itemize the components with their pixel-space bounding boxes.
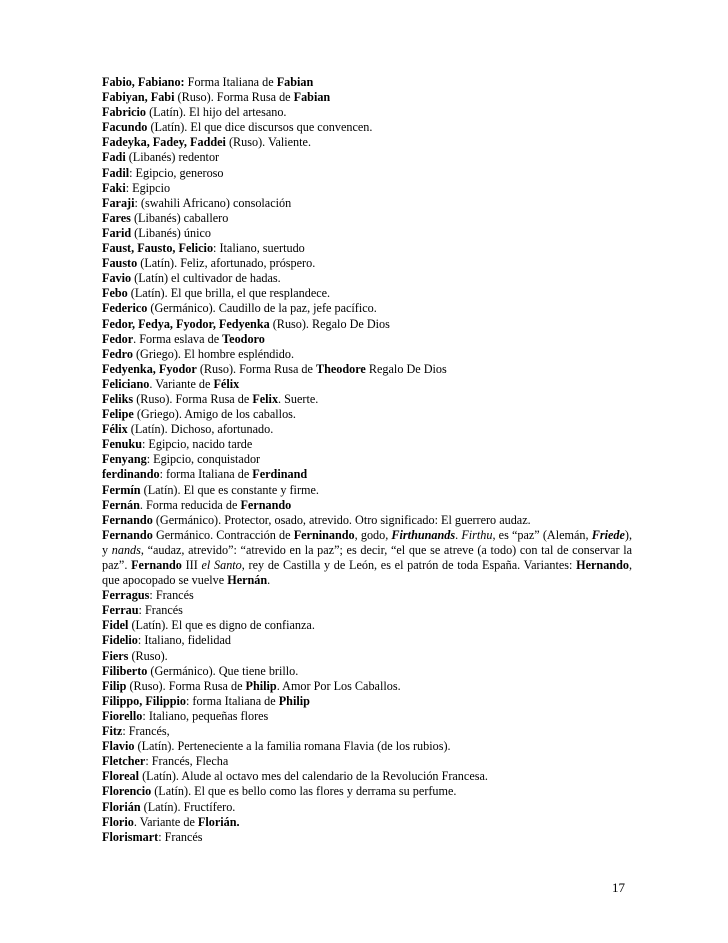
entry-name-term: Fiorello (102, 708, 143, 723)
entry-description: (Libanés) redentor (125, 150, 220, 165)
name-entry (102, 754, 632, 769)
entry-name-term: Fedro (102, 346, 133, 361)
entry-name-term: Felix (252, 391, 279, 406)
name-entry (102, 181, 632, 196)
entry-name-term: Farid (102, 225, 132, 240)
name-entry (102, 452, 632, 467)
entry-name-term: Faki (102, 180, 126, 195)
entry-name-term: Fletcher (102, 754, 146, 769)
entry-description: : Francés, (122, 724, 170, 739)
entry-name-term: Fausto (102, 256, 138, 271)
entry-name-term: Fernando (240, 497, 292, 512)
name-entry (102, 588, 632, 603)
entry-name-term: Feliciano (102, 376, 150, 391)
name-entry (102, 120, 632, 135)
entry-description: (Ruso). Regalo De Dios (269, 316, 390, 331)
entry-name-term: Fadeyka, Fadey, Faddei (102, 135, 226, 150)
entry-name-term: Teodoro (222, 331, 265, 346)
entry-name-term: Fenuku (102, 437, 142, 452)
name-entry (102, 166, 632, 181)
entry-name-term: Fares (102, 210, 131, 225)
entry-name-term: Hernán (227, 573, 268, 588)
name-entry (102, 784, 632, 799)
entry-description: Forma Italiana de (184, 75, 277, 89)
entry-name-term: Félix (102, 422, 128, 437)
entry-name-term: Fadi (102, 150, 126, 165)
name-entry (102, 332, 632, 347)
entry-description: . (267, 573, 271, 588)
entry-description: Germánico. Contracción de (152, 527, 294, 542)
entry-description: : Francés (149, 588, 194, 603)
entry-name-term: Ferrau (102, 603, 139, 618)
entry-name-term: Fiers (102, 648, 129, 663)
entry-description: III (181, 558, 202, 572)
name-entry (102, 528, 632, 588)
entry-description: , “audaz, atrevido”: “atrevido en la paz”; es decir, “el que se atreve (a todo) con tal de conservar la paz”. (102, 542, 633, 572)
name-entry (102, 513, 632, 528)
entry-italic-text: el Santo (201, 558, 242, 572)
name-entry (102, 105, 632, 120)
entry-name-term: Fedor, Fedya, Fyodor, Fedyenka (102, 316, 270, 331)
entry-name-term: Fadil (102, 165, 130, 180)
entry-description: : (swahili Africano) consolación (134, 195, 292, 210)
name-entry (102, 301, 632, 316)
entry-description: . Suerte. (278, 391, 319, 406)
name-entry (102, 815, 632, 830)
entry-description: : Italiano, fidelidad (137, 633, 231, 648)
entry-italic-text: nands (111, 542, 141, 557)
entry-description: (Ruso). (128, 648, 168, 663)
entry-description: , rey de Castilla y de León, es el patrón de toda España. Variantes: (241, 558, 577, 572)
name-entry (102, 271, 632, 286)
name-entry (102, 800, 632, 815)
name-entry (102, 633, 632, 648)
entry-name-term: Fitz (102, 724, 123, 739)
entry-name-term: Feliks (102, 391, 134, 406)
entry-name-term: Fedyenka, Fyodor (102, 361, 197, 376)
entry-description: (Ruso). Forma Rusa de (196, 361, 316, 376)
name-entry (102, 135, 632, 150)
entry-description: : Egipcio, nacido tarde (141, 437, 253, 452)
name-entry (102, 407, 632, 422)
entry-description: (Ruso). Forma Rusa de (126, 678, 246, 693)
entry-name-term: Fernando (102, 527, 153, 542)
name-entry (102, 769, 632, 784)
entry-name-term: Florián (102, 799, 141, 814)
entry-name-term: Faust, Fausto, Felicio (102, 241, 214, 256)
name-entry (102, 483, 632, 498)
entry-description: : Italiano, suertudo (213, 241, 305, 256)
entry-description: : Francés (158, 829, 203, 844)
entry-description: (Griego). Amigo de los caballos. (133, 407, 296, 422)
entry-name-term: Fermín (102, 482, 141, 497)
entry-name-term: Fidel (102, 618, 129, 633)
name-entry (102, 664, 632, 679)
name-entry (102, 392, 632, 407)
entry-name-term: Félix (213, 376, 240, 391)
entry-description: : Italiano, pequeñas flores (142, 708, 269, 723)
entry-description: : Egipcio, conquistador (146, 452, 261, 467)
entry-description: (Germánico). Protector, osado, atrevido. Otro significado: El guerrero audaz. (152, 512, 531, 527)
entry-description: . Amor Por Los Caballos. (276, 678, 401, 693)
entry-name-term: Fabio, Fabiano: (102, 75, 185, 89)
entry-description: : Egipcio, generoso (129, 165, 224, 180)
entry-description: (Ruso). Valiente. (225, 135, 311, 150)
entry-description: (Libanés) único (131, 225, 211, 240)
name-entry (102, 317, 632, 332)
entry-name-term: Hernando (576, 558, 629, 572)
name-entry (102, 196, 632, 211)
name-entry (102, 830, 632, 845)
name-entry (102, 150, 632, 165)
entry-etymon-term: Friede (591, 527, 625, 542)
entry-etymon-term: Firthunands (391, 527, 456, 542)
name-entry (102, 649, 632, 664)
name-entry (102, 679, 632, 694)
name-entry (102, 739, 632, 754)
entry-name-term: Fabian (276, 75, 314, 89)
entry-description: , es “paz” (Alemán, (492, 527, 592, 542)
entry-description: Regalo De Dios (365, 361, 447, 376)
entry-description: (Griego). El hombre espléndido. (132, 346, 295, 361)
name-entry (102, 422, 632, 437)
entry-description: (Latín). El que brilla, el que resplandece. (127, 286, 331, 301)
entry-description: (Latín). Alude al octavo mes del calendario de la Revolución Francesa. (139, 769, 488, 784)
entry-name-term: Fernando (131, 558, 182, 572)
entry-name-term: Filippo, Filippio (102, 693, 186, 708)
name-entry (102, 467, 632, 482)
entry-description: (Germánico). Que tiene brillo. (147, 663, 299, 678)
entry-description: (Ruso). Forma Rusa de (174, 90, 294, 105)
entry-name-term: Ferdinand (252, 467, 308, 482)
entry-description: . Forma eslava de (133, 331, 223, 346)
entry-description: . Variante de (149, 376, 214, 391)
entry-name-term: Fabiyan, Fabi (102, 90, 175, 105)
entry-description: : Francés, Flecha (145, 754, 229, 769)
entry-name-term: Ferragus (102, 588, 150, 603)
entry-name-term: Filiberto (102, 663, 148, 678)
entry-description: (Germánico). Caudillo de la paz, jefe pacífico. (147, 301, 377, 316)
name-entry (102, 694, 632, 709)
entry-name-term: Philip (278, 693, 310, 708)
entry-name-term: Florencio (102, 784, 152, 799)
entry-name-term: Florismart (102, 829, 159, 844)
name-entry (102, 709, 632, 724)
entry-name-term: Faraji (102, 195, 135, 210)
entry-name-term: Filip (102, 678, 127, 693)
entry-name-term: Facundo (102, 120, 148, 135)
name-entry (102, 256, 632, 271)
name-entry (102, 498, 632, 513)
entry-name-term: Fernán (102, 497, 140, 512)
entry-name-term: Florio (102, 814, 134, 829)
name-entry (102, 226, 632, 241)
page-number: 17 (612, 880, 625, 895)
entry-name-term: Felipe (102, 407, 134, 422)
entry-description: (Latín). Dichoso, afortunado. (127, 422, 274, 437)
entry-name-term: Federico (102, 301, 148, 316)
name-entry (102, 211, 632, 226)
name-entry (102, 347, 632, 362)
entry-name-term: Philip (245, 678, 277, 693)
name-entry (102, 286, 632, 301)
name-entry (102, 241, 632, 256)
entry-description: ), y (102, 527, 632, 557)
entry-name-term: Fidelio (102, 633, 138, 648)
entry-description: , godo, (354, 527, 392, 542)
entry-name-term: Fernando (102, 512, 153, 527)
entry-name-term: ferdinando (102, 467, 160, 482)
entry-name-term: Fabian (293, 90, 331, 105)
name-entry (102, 437, 632, 452)
name-entry (102, 90, 632, 105)
entry-description: : forma Italiana de (159, 467, 253, 482)
entry-description: (Latín). El que dice discursos que convencen. (147, 120, 373, 135)
entry-description: (Latín). El que es constante y firme. (140, 482, 319, 497)
entry-description: (Latín). El que es bello como las flores y derrama su perfume. (151, 784, 457, 799)
entry-name-term: Flavio (102, 739, 135, 754)
name-entry-list (102, 75, 632, 845)
entry-name-term: Fabricio (102, 105, 147, 120)
entry-name-term: Floreal (102, 769, 140, 784)
entry-description: (Libanés) caballero (130, 210, 229, 225)
entry-italic-text: Firthu (461, 527, 493, 542)
name-entry (102, 724, 632, 739)
entry-description: (Ruso). Forma Rusa de (133, 391, 253, 406)
entry-name-term: Florián. (197, 814, 240, 829)
entry-description: . (455, 527, 462, 542)
entry-description: , que apocopado se vuelve (102, 558, 632, 588)
entry-description: : forma Italiana de (186, 693, 279, 708)
name-entry (102, 618, 632, 633)
entry-description: (Latín). Perteneciente a la familia romana Flavia (de los rubios). (134, 739, 451, 754)
entry-description: (Latín). El hijo del artesano. (146, 105, 287, 120)
entry-description: . Forma reducida de (139, 497, 241, 512)
name-entry (102, 75, 632, 90)
entry-description: : Egipcio (125, 180, 171, 195)
entry-name-term: Theodore (315, 361, 366, 376)
entry-description: : Francés (138, 603, 183, 618)
entry-description: (Latín). El que es digno de confianza. (128, 618, 315, 633)
entry-description: (Latín). Fructífero. (140, 799, 236, 814)
entry-name-term: Ferninando (293, 527, 355, 542)
name-entry (102, 377, 632, 392)
entry-description: (Latín) el cultivador de hadas. (131, 271, 281, 286)
name-entry (102, 362, 632, 377)
entry-name-term: Fenyang (102, 452, 147, 467)
entry-name-term: Favio (102, 271, 132, 286)
entry-description: (Latín). Feliz, afortunado, próspero. (137, 256, 316, 271)
name-entry (102, 603, 632, 618)
entry-name-term: Fedor (102, 331, 134, 346)
entry-name-term: Febo (102, 286, 128, 301)
entry-description: . Variante de (133, 814, 198, 829)
